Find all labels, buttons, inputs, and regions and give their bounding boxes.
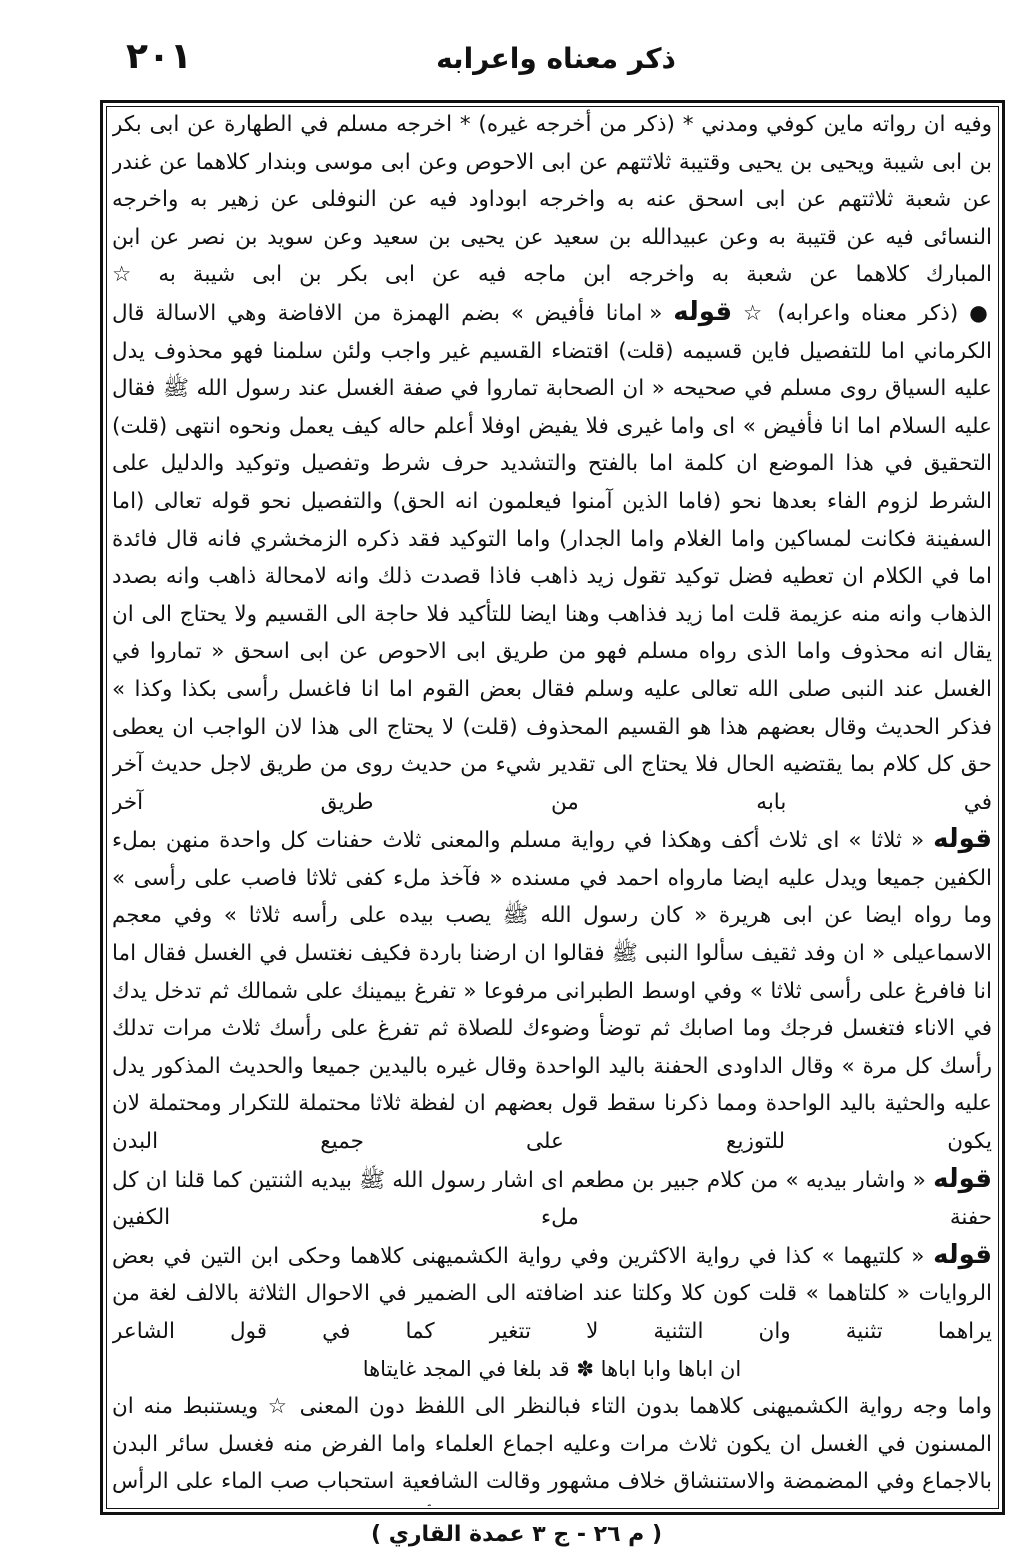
paragraph-meaning-amma (112, 294, 992, 821)
qawluhu-marker: قوله (933, 1163, 992, 1194)
main-text (112, 106, 992, 1506)
paragraph-kiltayhima (112, 1237, 992, 1351)
paragraph-text: « واشار بيديه » من كلام جبير بن مطعم اى اشار رسول الله ﷺ بيديه الثنتين كما قلنا ان كل حفنة ملء الكفين (112, 1167, 992, 1231)
poetry-verse: ان اباها وابا اباها ✽ قد بلغا في المجد غايتاها (362, 1356, 742, 1381)
paragraph-sources: وفيه ان رواته ماين كوفي ومدني * (ذكر من أخرجه غيره) * اخرجه مسلم في الطهارة عن ابى بكر بن ابى شيبة ويحيى بن يحيى وقتيبة ثلاثتهم عن ابى الاحوص وعن ابى موسى وبندار كلاهما عن غندر عن شعبة ثلاثتهم عن ابى اسحق عنه به واخرجه ابوداود فيه عن النوفلى عن زهير به واخرجه النسائى فيه عن قتيبة به وعن عبيدالله بن سعيد عن يحيى بن سعيد وعن سويد بن نصر عن ابن المبارك كلاهما عن شعبة به واخرجه ابن ماجه فيه عن ابى بكر بن ابى شيبة به ☆ (112, 112, 992, 288)
paragraph-ashara (112, 1161, 992, 1237)
running-title: ذكر معناه واعرابه (436, 42, 676, 75)
page-number: ٢٠١ (126, 36, 192, 77)
paragraph-rulings: واما وجه رواية الكشميهنى كلاهما بدون التاء فبالنظر الى اللفظ دون المعنى ☆ ويستنبط منه ان المسنون في الغسل ان يكون ثلاث مرات وعليه اجماع العلماء واما الفرض منه فغسل سائر البدن بالاجماع وفي المضمضة والاستنشاق خلاف مشهور وقالت الشافعية استحباب صب الماء على الرأس (112, 1394, 992, 1495)
qawluhu-marker: قوله (933, 824, 992, 855)
qawluhu-marker: قوله (673, 296, 733, 327)
page-header (96, 30, 1016, 90)
paragraph-thalathan (112, 821, 992, 1160)
paragraph-text: « ثلاثا » اى ثلاث أكف وهكذا في رواية مسلم والمعنى ثلاث حفنات كل واحدة منهن بملء الكفين جميعا ويدل عليه ايضا مارواه احمد في مسنده « فآخذ ملء كفى ثلاثا فاصب على رأسى » وما رواه ايضا عن ابى هريرة « كان رسول الله ﷺ يصب بيده على رأسه ثلاثا » وفي معجم الاسماعيلى « ان وفد ثقيف سألوا النبى ﷺ فقالوا ان ارضنا باردة فكيف نغتسل في الغسل فقال اما انا فافرغ على رأسى ثلاثا » وفي اوسط الطبرانى مرفوعا « تفرغ بيمينك على شمالك ثم تدخل يدك في الاناء فتغسل فرجك وما اصابك ثم توضأ وضوءك للصلاة ثم تفرغ على رأسك ثلاث مرات تدلك رأسك كل مرة » وقال الداودى الحفنة باليد الواحدة وقال غيره باليدين جميعا والحديث المذكور يدل عليه والحثية باليد الواحدة ومما ذكرنا سقط قول بعضهم ان لفظة ثلاثا محتملة للتكرار ومحتملة لان يكون للتوزيع على جميع البدن (112, 828, 992, 1155)
paragraph-text: « امانا فأفيض » بضم الهمزة من الافاضة وهي الاسالة قال الكرماني اما للتفصيل فاين قسيمه (قلت) اقتضاء القسيم غير واجب ولئن سلمنا فهو محذوف يدل عليه السياق روى مسلم في صحيحه « ان الصحابة تماروا في صفة الغسل عند رسول الله ﷺ فقال عليه السلام اما انا فأفيض » اى واما غيرى فلا يفيض اوفلا أعلم حاله كيف يعمل ونحوه انتهى (قلت) التحقيق في هذا الموضع ان كلمة اما بالفتح والتشديد حرف شرط وتفصيل وتوكيد والدليل على الشرط لزوم الفاء بعدها نحو (فاما الذين آمنوا فيعلمون انه الحق) والتفصيل نحو قوله تعالى (اما السفينة فكانت لمساكين واما الغلام واما الجدار) واما التوكيد فقد ذكره الزمخشري فانه قال فائدة اما في الكلام ان تعطيه فضل توكيد تقول زيد ذاهب فاذا قصدت ذلك وانه لامحالة ذاهب وانه بصدد الذهاب وانه منه عزيمة قلت اما زيد فذاهب وهنا ايضا للتأكيد فلا حاجة الى القسيم ولا يحتاج الى ان يقال انه محذوف واما الذى رواه مسلم فهو من طريق ابى الاحوص عن ابى اسحق « تماروا في الغسل عند النبى صلى الله تعالى عليه وسلم فقال بعض القوم اما انا فاغسل رأسى بكذا وكذا » فذكر الحديث وقال بعضهم هذا هو القسيم المحذوف (قلت) لا يحتاج الى هذا لان الواجب ان يعطى حق كل كلام بما يقتضيه الحال فلا يحتاج الى تقدير شيء من حديث روى من طريق لاجل حديث آخر في بابه من طريق آخر (112, 300, 992, 815)
section-heading: ● (ذكر معناه واعرابه) ☆ (743, 300, 992, 326)
qawluhu-marker: قوله (933, 1239, 992, 1270)
page-footer-signature: ( م ٢٦ - ج ٣ عمدة القاري ) (371, 1522, 662, 1547)
paragraph-text: « كلتيهما » كذا في رواية الاكثرين وفي رواية الكشميهنى كلاهما وحكى ابن التين في بعض الروايات « كلتاهما » قلت كون كلا وكلتا عند اضافته الى الضمير في الاحوال الثلاثة بالالف لغة من يراهما تثنية وان التثنية لا تتغير كما في قول الشاعر (112, 1243, 992, 1344)
